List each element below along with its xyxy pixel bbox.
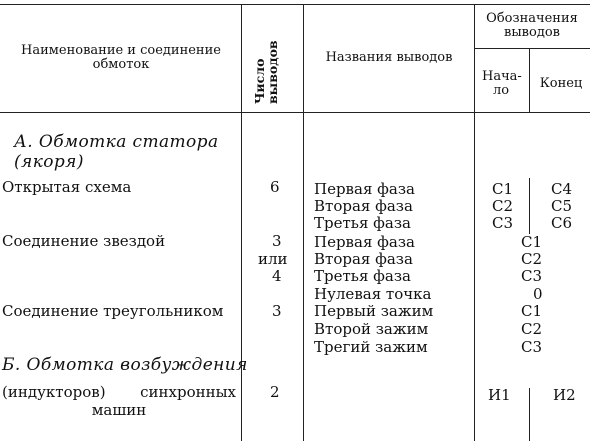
row-star-count-3: 4 [272, 267, 282, 285]
header-terminals: Названия выводов [325, 50, 453, 65]
header-bottom-rule [0, 112, 590, 113]
row-excitation-count: 2 [270, 383, 280, 401]
header-start: Нача- ло [482, 69, 522, 98]
row-open-start-2: C2 [492, 197, 514, 215]
row-open-count: 6 [270, 178, 280, 196]
header-designations: Обозначения выводов [486, 11, 578, 40]
row-excitation-name: (индукторов) синхронных машин [2, 383, 236, 419]
section-excitation-title: Б. Обмотка возбуждения [2, 355, 248, 375]
col-rule-count [303, 4, 304, 441]
row-star-des-1: C1 [521, 233, 543, 251]
row-star-count-1: 3 [272, 232, 282, 250]
row-open-end-1: C4 [551, 180, 573, 198]
row-star-terminal-4: Нулевая точка [314, 285, 432, 303]
header-name: Наименование и соединение обмоток [21, 43, 221, 72]
row-star-terminal-3: Третья фаза [314, 267, 411, 285]
row-star-des-4: 0 [533, 285, 543, 303]
row-star-terminal-2: Вторая фаза [314, 250, 413, 268]
col-rule-terminals [474, 4, 475, 441]
table-top-rule [0, 4, 590, 5]
row-delta-name: Соединение треугольником [2, 302, 224, 320]
row-delta-terminal-1: Первый зажим [314, 302, 434, 320]
row-open-terminal-3: Третья фаза [314, 214, 411, 232]
row-open-start-3: C3 [492, 214, 514, 232]
row-open-terminal-1: Первая фаза [314, 180, 415, 198]
row-open-terminal-2: Вторая фаза [314, 197, 413, 215]
row-star-name: Соединение звездой [2, 232, 166, 250]
row-star-terminal-1: Первая фаза [314, 233, 415, 251]
col-rule-start-end-open [529, 178, 530, 234]
row-delta-terminal-2: Второй зажим [314, 320, 429, 338]
row-delta-des-3: C3 [521, 338, 543, 356]
header-count: Число выводов [252, 40, 280, 104]
col-rule-start-end-header [529, 48, 530, 112]
row-excitation-start: И1 [488, 386, 511, 404]
section-stator-title: А. Обмотка статора (якоря) [14, 132, 219, 172]
row-star-des-2: C2 [521, 250, 543, 268]
header-end: Конец [539, 76, 583, 91]
row-delta-count: 3 [272, 302, 282, 320]
row-open-end-3: C6 [551, 214, 573, 232]
row-open-start-1: C1 [492, 180, 514, 198]
row-star-count-2: или [258, 250, 288, 268]
row-excitation-end: И2 [553, 386, 576, 404]
row-delta-des-1: C1 [521, 302, 543, 320]
designations-subheader-rule [474, 48, 590, 49]
col-rule-start-end-excitation [529, 388, 530, 441]
row-delta-terminal-3: Трегий зажим [314, 338, 428, 356]
row-star-des-3: C3 [521, 267, 543, 285]
row-delta-des-2: C2 [521, 320, 543, 338]
row-open-name: Открытая схема [2, 178, 132, 196]
col-rule-name [241, 4, 242, 441]
row-open-end-2: C5 [551, 197, 573, 215]
